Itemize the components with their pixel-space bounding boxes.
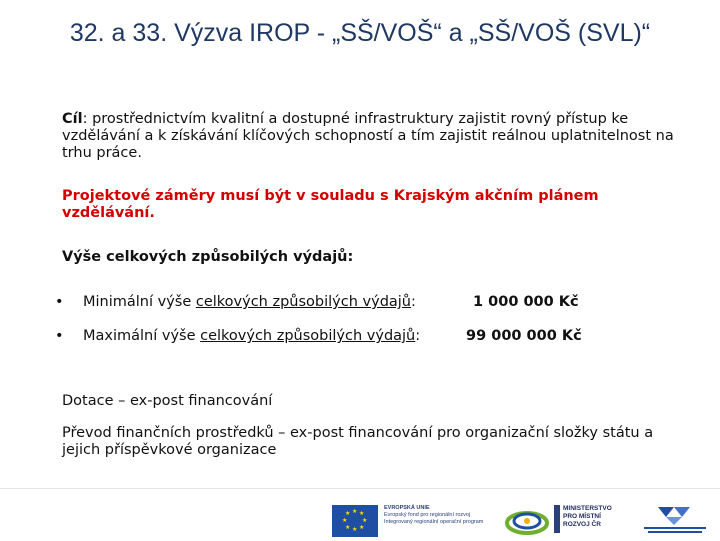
ministry-emblem-icon <box>554 505 560 533</box>
expenses-heading: Výše celkových způsobilých výdajů: <box>62 249 354 265</box>
bullet-suffix: : <box>411 294 416 310</box>
iop-logo-icon <box>504 505 550 537</box>
footer-logos <box>0 488 720 541</box>
expenses-list <box>55 294 695 362</box>
bullet-suffix: : <box>415 328 421 344</box>
eu-text-line: Evropský fond pro regionální rozvoj <box>384 512 471 518</box>
crr-logo-icon <box>640 503 710 537</box>
ministry-logo-text <box>563 505 635 529</box>
eu-text-line: EVROPSKÁ UNIE <box>384 505 430 511</box>
warning-text: Projektové záměry musí být v souladu s Krajským akčním plánem vzdělávání. <box>62 188 599 221</box>
bullet-underlined: celkových způsobilých výdajů <box>195 294 411 310</box>
eu-text-line: Integrovaný regionální operační program <box>384 519 484 525</box>
ministry-line: ROZVOJ ČR <box>563 521 601 528</box>
ministry-line: PRO MÍSTNÍ <box>563 513 601 520</box>
min-amount: 1 000 000 Kč <box>473 294 579 310</box>
list-item <box>55 294 695 312</box>
funding-text: Dotace – ex-post financování <box>62 393 273 409</box>
goal-label: Cíl <box>62 111 83 127</box>
bullet-icon: • <box>55 294 64 310</box>
max-amount: 99 000 000 Kč <box>466 328 582 344</box>
transfer-text: Převod finančních prostředků – ex-post financování pro organizační složky státu a jejich příspěvkové organizace <box>62 425 654 458</box>
bullet-prefix: Maximální výše <box>83 328 201 344</box>
ministry-line: MINISTERSTVO <box>563 505 612 512</box>
page-title: 32. a 33. Výzva IROP - „SŠ/VOŠ“ a „SŠ/VOŠ (SVL)“ <box>69 19 651 47</box>
eu-flag-icon: ★ ★ ★ ★ ★ ★ ★ ★ <box>332 505 378 537</box>
goal-paragraph <box>62 111 682 162</box>
bullet-underlined: celkových způsobilých výdajů <box>200 328 416 344</box>
goal-text: : prostřednictvím kvalitní a dostupné infrastruktury zajistit rovný přístup ke vzdělávání a k získávání klíčových schopností a tím zajistit reálnou uplatnitelnost na trhu práce. <box>62 111 674 161</box>
bullet-icon: • <box>55 328 64 344</box>
eu-program-text <box>384 505 494 526</box>
list-item <box>55 328 695 346</box>
bullet-prefix: Minimální výše <box>83 294 196 310</box>
